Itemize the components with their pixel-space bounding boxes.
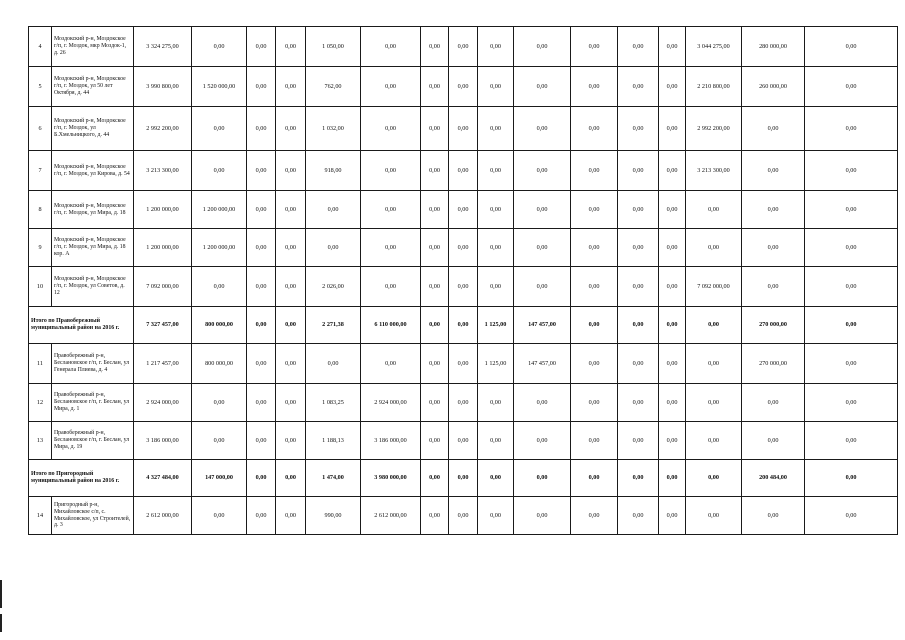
value-cell: 0,00 [514,460,571,497]
value-cell: 0,00 [421,67,449,107]
value-cell: 0,00 [276,497,306,535]
value-cell: 0,00 [478,107,514,151]
value-cell: 3 324 275,00 [134,27,192,67]
value-cell: 0,00 [306,191,361,229]
value-cell: 0,00 [686,307,742,344]
value-cell: 0,00 [449,497,478,535]
value-cell: 0,00 [618,229,659,267]
value-cell: 0,00 [421,307,449,344]
table-row [29,107,898,151]
value-cell: 0,00 [618,27,659,67]
address-cell: Моздокский р-н, Моздокское г/п, г. Моздок, ул Советов, д. 12 [52,267,134,307]
value-cell: 2 924 000,00 [361,384,421,422]
value-cell: 0,00 [686,460,742,497]
value-cell: 990,00 [306,497,361,535]
value-cell: 260 000,00 [742,67,805,107]
value-cell: 7 327 457,00 [134,307,192,344]
value-cell: 0,00 [247,151,276,191]
value-cell: 0,00 [449,67,478,107]
value-cell: 1 200 000,00 [192,191,247,229]
value-cell: 3 980 000,00 [361,460,421,497]
value-cell: 0,00 [805,344,898,384]
value-cell: 0,00 [449,344,478,384]
value-cell: 0,00 [805,107,898,151]
value-cell: 0,00 [306,229,361,267]
value-cell: 0,00 [247,344,276,384]
value-cell: 0,00 [361,191,421,229]
value-cell: 147 457,00 [514,307,571,344]
value-cell: 0,00 [659,107,686,151]
value-cell: 0,00 [571,307,618,344]
value-cell: 2 924 000,00 [134,384,192,422]
value-cell: 147 457,00 [514,344,571,384]
total-label: Итого по Правобережный муниципальный район на 2016 г. [29,307,134,344]
value-cell: 0,00 [686,384,742,422]
value-cell: 0,00 [449,307,478,344]
row-number: 14 [29,497,52,535]
value-cell: 0,00 [276,27,306,67]
value-cell: 0,00 [659,267,686,307]
value-cell: 147 000,00 [192,460,247,497]
value-cell: 0,00 [805,422,898,460]
value-cell: 0,00 [742,267,805,307]
value-cell: 0,00 [659,67,686,107]
value-cell: 200 484,00 [742,460,805,497]
value-cell: 0,00 [514,27,571,67]
value-cell: 0,00 [192,151,247,191]
value-cell: 0,00 [618,107,659,151]
address-cell: Моздокский р-н, Моздокское г/п, г. Моздок, ул 50 лет Октября, д. 44 [52,67,134,107]
value-cell: 0,00 [571,67,618,107]
row-number: 10 [29,267,52,307]
address-cell: Моздокский р-н, Моздокское г/п, г. Моздок, ул Кирова, д. 54 [52,151,134,191]
value-cell: 2 210 800,00 [686,67,742,107]
value-cell: 0,00 [742,422,805,460]
value-cell: 0,00 [276,307,306,344]
value-cell: 0,00 [247,27,276,67]
value-cell: 0,00 [478,267,514,307]
value-cell: 0,00 [805,267,898,307]
value-cell: 0,00 [276,344,306,384]
value-cell: 2 271,38 [306,307,361,344]
row-number: 12 [29,384,52,422]
value-cell: 0,00 [276,267,306,307]
value-cell: 0,00 [478,151,514,191]
value-cell: 0,00 [514,191,571,229]
address-cell: Моздокский р-н, Моздокское г/п, г. Моздок, ул Мира, д. 18 [52,191,134,229]
row-number: 4 [29,27,52,67]
value-cell: 0,00 [449,151,478,191]
value-cell: 0,00 [805,27,898,67]
value-cell: 0,00 [659,191,686,229]
value-cell: 0,00 [478,191,514,229]
value-cell: 0,00 [514,67,571,107]
value-cell: 0,00 [514,107,571,151]
value-cell: 2 992 200,00 [686,107,742,151]
value-cell: 3 213 300,00 [134,151,192,191]
value-cell: 0,00 [514,267,571,307]
table-row [29,422,898,460]
value-cell: 1 188,13 [306,422,361,460]
value-cell: 2 026,00 [306,267,361,307]
value-cell: 0,00 [449,27,478,67]
row-number: 8 [29,191,52,229]
value-cell: 0,00 [478,422,514,460]
value-cell: 0,00 [247,67,276,107]
value-cell: 1 200 000,00 [192,229,247,267]
value-cell: 0,00 [247,384,276,422]
table-row [29,151,898,191]
table-row [29,27,898,67]
value-cell: 0,00 [361,267,421,307]
value-cell: 0,00 [514,422,571,460]
value-cell: 0,00 [421,497,449,535]
value-cell: 1 200 000,00 [134,229,192,267]
value-cell: 0,00 [805,497,898,535]
table-row [29,384,898,422]
value-cell: 762,00 [306,67,361,107]
value-cell: 0,00 [449,384,478,422]
value-cell: 0,00 [571,107,618,151]
value-cell: 7 092 000,00 [686,267,742,307]
value-cell: 0,00 [514,229,571,267]
value-cell: 0,00 [192,267,247,307]
value-cell: 3 186 000,00 [134,422,192,460]
value-cell: 0,00 [247,460,276,497]
value-cell: 0,00 [742,229,805,267]
value-cell: 0,00 [571,191,618,229]
value-cell: 0,00 [618,151,659,191]
address-cell: Моздокский р-н, Моздокское г/п, г. Моздок, ул Мира, д. 18 кор. А [52,229,134,267]
value-cell: 1 217 457,00 [134,344,192,384]
value-cell: 0,00 [618,422,659,460]
value-cell: 0,00 [276,67,306,107]
row-number: 6 [29,107,52,151]
value-cell: 0,00 [449,422,478,460]
row-number: 7 [29,151,52,191]
value-cell: 0,00 [421,107,449,151]
value-cell: 800 000,00 [192,307,247,344]
value-cell: 0,00 [571,267,618,307]
value-cell: 3 990 800,00 [134,67,192,107]
value-cell: 0,00 [449,107,478,151]
value-cell: 7 092 000,00 [134,267,192,307]
total-row [29,307,898,344]
value-cell: 0,00 [571,27,618,67]
value-cell: 0,00 [686,191,742,229]
value-cell: 1 032,00 [306,107,361,151]
value-cell: 0,00 [686,229,742,267]
value-cell: 0,00 [192,27,247,67]
value-cell: 0,00 [742,151,805,191]
address-cell: Правобережный р-н, Беслановское г/п, г. Беслан, ул Генерала Плиева, д. 4 [52,344,134,384]
value-cell: 0,00 [449,460,478,497]
value-cell: 0,00 [659,151,686,191]
value-cell: 0,00 [742,497,805,535]
value-cell: 0,00 [421,344,449,384]
value-cell: 0,00 [247,191,276,229]
table-row [29,67,898,107]
value-cell: 3 186 000,00 [361,422,421,460]
value-cell: 1 050,00 [306,27,361,67]
value-cell: 0,00 [659,384,686,422]
value-cell: 0,00 [478,384,514,422]
value-cell: 0,00 [478,497,514,535]
value-cell: 0,00 [192,422,247,460]
value-cell: 0,00 [659,307,686,344]
value-cell: 0,00 [361,27,421,67]
value-cell: 0,00 [478,27,514,67]
value-cell: 0,00 [742,384,805,422]
value-cell: 0,00 [805,460,898,497]
value-cell: 3 044 275,00 [686,27,742,67]
value-cell: 0,00 [742,107,805,151]
value-cell: 0,00 [421,229,449,267]
value-cell: 918,00 [306,151,361,191]
address-cell: Правобережный р-н, Беслановское г/п, г. Беслан, ул Мира, д. 1 [52,384,134,422]
value-cell: 0,00 [686,422,742,460]
value-cell: 0,00 [306,344,361,384]
value-cell: 0,00 [361,107,421,151]
address-cell: Правобережный р-н, Беслановское г/п, г. Беслан, ул Мира, д. 19 [52,422,134,460]
value-cell: 800 000,00 [192,344,247,384]
scan-margin-mark [0,614,2,632]
value-cell: 0,00 [247,267,276,307]
value-cell: 2 612 000,00 [134,497,192,535]
value-cell: 3 213 300,00 [686,151,742,191]
value-cell: 0,00 [361,151,421,191]
value-cell: 0,00 [276,229,306,267]
value-cell: 0,00 [618,67,659,107]
table-body [29,27,898,535]
value-cell: 0,00 [659,27,686,67]
value-cell: 0,00 [805,384,898,422]
address-cell: Моздокский р-н, Моздокское г/п, г. Моздок, мкр Моздок-1, д. 26 [52,27,134,67]
value-cell: 0,00 [514,384,571,422]
value-cell: 0,00 [571,422,618,460]
value-cell: 0,00 [247,229,276,267]
value-cell: 0,00 [618,307,659,344]
value-cell: 0,00 [449,191,478,229]
value-cell: 0,00 [276,422,306,460]
table-row [29,229,898,267]
value-cell: 1 083,25 [306,384,361,422]
value-cell: 1 474,00 [306,460,361,497]
value-cell: 1 520 000,00 [192,67,247,107]
value-cell: 0,00 [192,107,247,151]
value-cell: 0,00 [421,27,449,67]
value-cell: 1 125,00 [478,344,514,384]
value-cell: 0,00 [449,229,478,267]
value-cell: 0,00 [276,151,306,191]
address-cell: Моздокский р-н, Моздокское г/п, г. Моздок, ул Б.Хмельницкого, д. 44 [52,107,134,151]
table-row [29,497,898,535]
value-cell: 0,00 [618,384,659,422]
value-cell: 0,00 [276,191,306,229]
value-cell: 0,00 [478,229,514,267]
value-cell: 0,00 [449,267,478,307]
value-cell: 0,00 [659,422,686,460]
value-cell: 0,00 [421,267,449,307]
value-cell: 0,00 [571,460,618,497]
value-cell: 0,00 [571,384,618,422]
value-cell: 2 992 200,00 [134,107,192,151]
value-cell: 0,00 [659,460,686,497]
value-cell: 0,00 [659,229,686,267]
value-cell: 0,00 [247,307,276,344]
value-cell: 0,00 [805,229,898,267]
value-cell: 0,00 [421,384,449,422]
value-cell: 0,00 [421,422,449,460]
value-cell: 0,00 [247,107,276,151]
value-cell: 0,00 [361,344,421,384]
value-cell: 0,00 [571,151,618,191]
value-cell: 0,00 [276,384,306,422]
value-cell: 0,00 [571,497,618,535]
value-cell: 0,00 [421,151,449,191]
total-row [29,460,898,497]
value-cell: 0,00 [247,422,276,460]
value-cell: 0,00 [478,460,514,497]
value-cell: 270 000,00 [742,307,805,344]
value-cell: 0,00 [571,344,618,384]
value-cell: 0,00 [618,191,659,229]
value-cell: 0,00 [514,151,571,191]
value-cell: 0,00 [618,267,659,307]
value-cell: 0,00 [421,460,449,497]
value-cell: 0,00 [659,497,686,535]
value-cell: 0,00 [686,344,742,384]
value-cell: 0,00 [421,191,449,229]
value-cell: 0,00 [659,344,686,384]
value-cell: 280 000,00 [742,27,805,67]
value-cell: 0,00 [618,460,659,497]
value-cell: 0,00 [361,229,421,267]
value-cell: 0,00 [478,67,514,107]
scan-margin-mark [0,580,2,608]
value-cell: 0,00 [805,191,898,229]
value-cell: 2 612 000,00 [361,497,421,535]
value-cell: 6 110 000,00 [361,307,421,344]
value-cell: 4 327 484,00 [134,460,192,497]
funding-table [28,26,898,535]
value-cell: 0,00 [805,151,898,191]
row-number: 11 [29,344,52,384]
table-row [29,267,898,307]
row-number: 9 [29,229,52,267]
value-cell: 0,00 [742,191,805,229]
value-cell: 0,00 [514,497,571,535]
row-number: 5 [29,67,52,107]
value-cell: 0,00 [618,497,659,535]
value-cell: 0,00 [247,497,276,535]
value-cell: 0,00 [805,67,898,107]
row-number: 13 [29,422,52,460]
value-cell: 1 125,00 [478,307,514,344]
table-row [29,191,898,229]
value-cell: 0,00 [571,229,618,267]
value-cell: 0,00 [618,344,659,384]
total-label: Итого по Пригородный муниципальный район на 2016 г. [29,460,134,497]
value-cell: 1 200 000,00 [134,191,192,229]
value-cell: 0,00 [805,307,898,344]
address-cell: Пригородный р-н, Михайловское с/п, с. Михайловское, ул Строителей, д. 3 [52,497,134,535]
value-cell: 270 000,00 [742,344,805,384]
value-cell: 0,00 [686,497,742,535]
value-cell: 0,00 [192,384,247,422]
value-cell: 0,00 [192,497,247,535]
value-cell: 0,00 [361,67,421,107]
value-cell: 0,00 [276,460,306,497]
table-row [29,344,898,384]
value-cell: 0,00 [276,107,306,151]
